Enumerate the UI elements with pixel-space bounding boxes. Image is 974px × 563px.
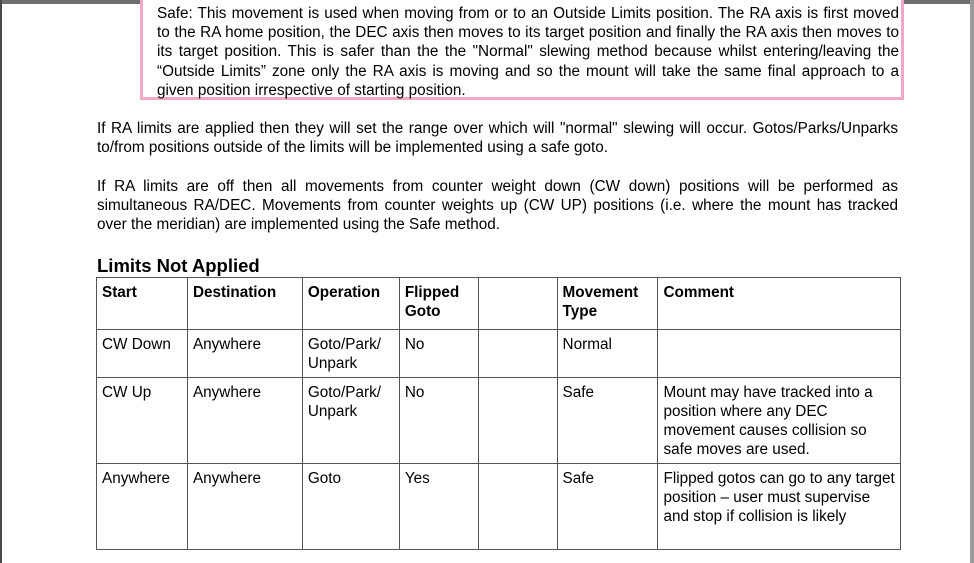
table-row bbox=[97, 330, 901, 378]
limits-not-applied-table bbox=[96, 277, 901, 550]
cell-operation: Goto/Park/ Unpark bbox=[302, 378, 399, 464]
header-start: Start bbox=[97, 278, 188, 330]
safe-movement-text: Safe: This movement is used when moving from or to an Outside Limits position. The RA axis is first moved to the RA home position, the DEC axis then moves to its target position and finally the RA axis then moves to its target position. This is safer than the the "Normal" slewing method because whilst entering/leaving the “Outside Limits” zone only the RA axis is moving and so the mount will take the same final approach to a given position irrespective of starting position. bbox=[157, 5, 899, 99]
table-row bbox=[97, 464, 901, 550]
header-comment: Comment bbox=[658, 278, 901, 330]
cell-destination: Anywhere bbox=[187, 464, 302, 550]
header-operation: Operation bbox=[302, 278, 399, 330]
header-flipped-goto: Flipped Goto bbox=[399, 278, 478, 330]
cell-start: CW Up bbox=[97, 378, 188, 464]
ra-limits-applied-paragraph: If RA limits are applied then they will set the range over which will "normal" slewing will occur. Gotos/Parks/Unparks to/from positions outside of the limits will be implemented using a safe goto. bbox=[97, 120, 898, 157]
cell-comment: Flipped gotos can go to any target position – user must supervise and stop if collision is likely bbox=[658, 464, 901, 550]
cell-flipped-goto: No bbox=[399, 330, 478, 378]
cell-flipped-goto: No bbox=[399, 378, 478, 464]
cell-destination: Anywhere bbox=[187, 330, 302, 378]
cell-operation: Goto/Park/ Unpark bbox=[302, 330, 399, 378]
cell-start: Anywhere bbox=[97, 464, 188, 550]
ra-limits-off-paragraph: If RA limits are off then all movements from counter weight down (CW down) positions will be performed as simultaneous RA/DEC. Movements from counter weights up (CW UP) positions (i.e. where the mount has tracked over the meridian) are implemented using the Safe method. bbox=[97, 178, 898, 234]
cell-blank bbox=[478, 330, 557, 378]
cell-comment bbox=[658, 330, 901, 378]
cell-destination: Anywhere bbox=[187, 378, 302, 464]
header-movement-type: Movement Type bbox=[557, 278, 658, 330]
cell-movement-type: Normal bbox=[557, 330, 658, 378]
section-heading: Limits Not Applied bbox=[97, 255, 260, 276]
scrollbar-edge[interactable] bbox=[970, 0, 974, 563]
window-left-edge bbox=[0, 0, 2, 563]
cell-blank bbox=[478, 378, 557, 464]
highlighted-safe-movement-note bbox=[140, 0, 904, 100]
cell-movement-type: Safe bbox=[557, 464, 658, 550]
cell-start: CW Down bbox=[97, 330, 188, 378]
header-blank bbox=[478, 278, 557, 330]
cell-movement-type: Safe bbox=[557, 378, 658, 464]
table-row bbox=[97, 378, 901, 464]
cell-blank bbox=[478, 464, 557, 550]
header-destination: Destination bbox=[187, 278, 302, 330]
cell-flipped-goto: Yes bbox=[399, 464, 478, 550]
cell-operation: Goto bbox=[302, 464, 399, 550]
cell-comment: Mount may have tracked into a position where any DEC movement causes collision so safe moves are used. bbox=[658, 378, 901, 464]
table-header-row bbox=[97, 278, 901, 330]
